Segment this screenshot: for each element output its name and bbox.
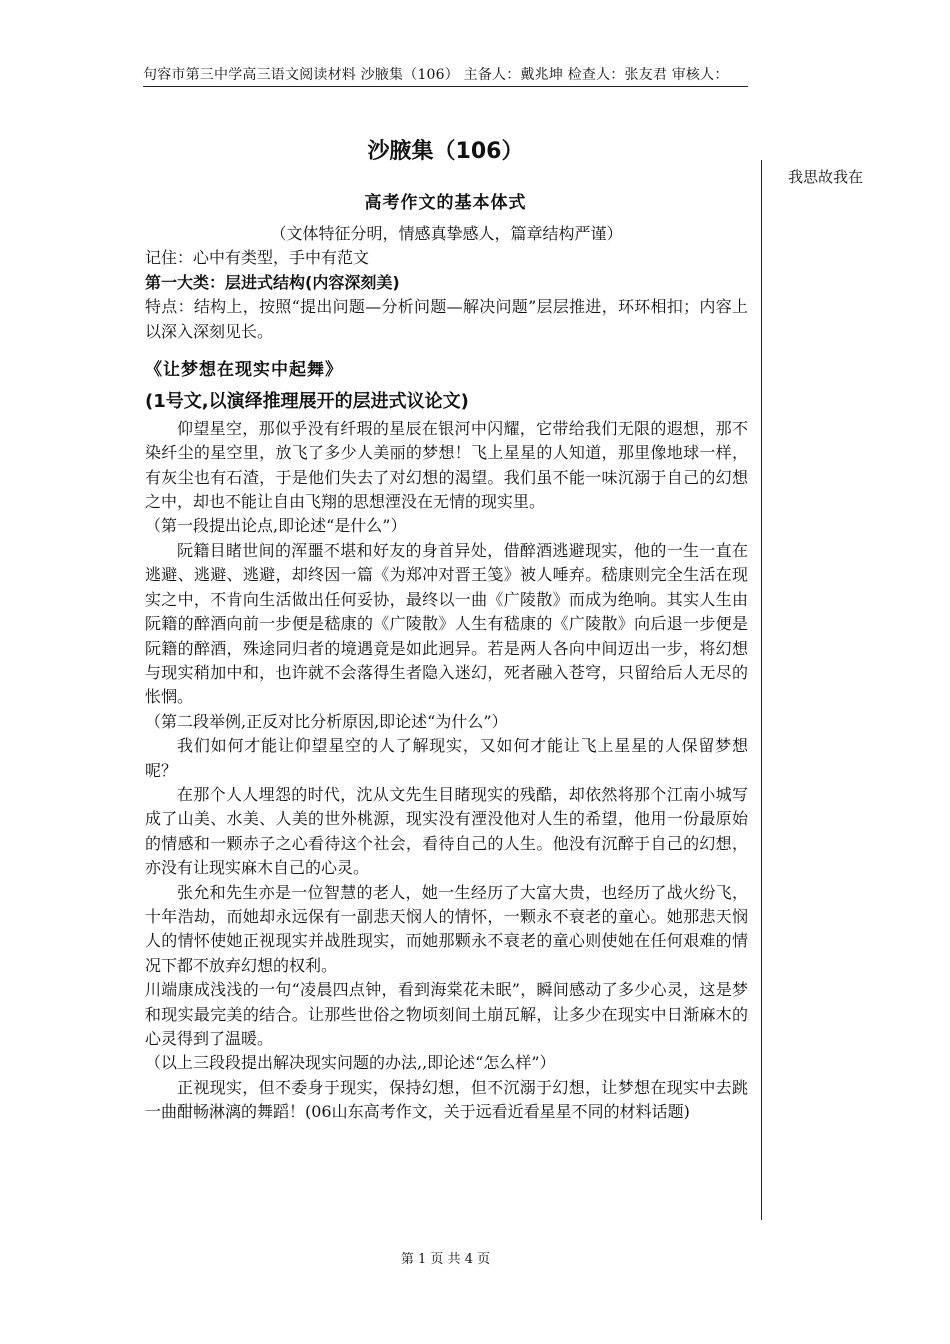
features-text: 特点：结构上，按照“提出问题—分析问题—解决问题”层层推进，环环相扣；内容上以深入深刻见长。 xyxy=(145,297,748,341)
essay-annotation: （第二段举例,正反对比分析原因,即论述“为什么”） xyxy=(145,711,508,731)
essay-title: 《让梦想在现实中起舞》 xyxy=(145,360,343,381)
essay-paragraph: 川端康成浅浅的一句“凌晨四点钟，看到海棠花未眠”，瞬间感动了多少心灵，这是梦和现实最完美的结合。让那些世俗之物顷刻间土崩瓦解，让多少在现实中日渐麻木的心灵得到了温暖。 xyxy=(145,980,748,1048)
remember-line: 记住：心中有类型，手中有范文 xyxy=(145,248,370,268)
essay-subtitle: (1号文,以演绎推理展开的层进式议论文) xyxy=(145,391,469,413)
essay-paragraph: 正视现实，但不委身于现实，保持幻想，但不沉溺于幻想，让梦想在现实中去跳一曲酣畅淋漓的舞蹈！(06山东高考作文，关于远看近看星星不同的材料话题) xyxy=(145,1077,748,1122)
section-subtitle: 高考作文的基本体式 xyxy=(364,193,527,213)
page-footer: 第 1 页 共 4 页 xyxy=(400,1252,491,1267)
essay-paragraph: 阮籍目睹世间的浑噩不堪和好友的身首异处，借醉酒逃避现实，他的一生一直在逃避、逃避、逃避，却终因一篇《为郑冲对晋王笺》被人唾弃。嵇康则完全生活在现实之中，不肯向生活做出任何妥协，最终以一曲《广陵散》而成为绝响。其实人生由阮籍的醉酒向前一步便是嵇康的《广陵散》人生有嵇康的《广陵散》向后退一步便是阮籍的醉酒，殊途同归者的境遇竟是如此迥异。若是两人各向中间迈出一步，将幻想与现实稍加中和，也许就不会落得生者隐入迷幻，死者融入苍穹，只留给后人无尽的怅惘。 xyxy=(145,540,748,707)
essay-annotation: （以上三段段提出解决现实问题的办法,,即论述“怎么样”） xyxy=(145,1053,556,1073)
margin-divider xyxy=(761,160,762,1220)
essay-annotation: （第一段提出论点,即论述“是什么”） xyxy=(145,516,407,536)
page-title: 沙腋集（106） xyxy=(367,139,524,164)
lead-note: （文体特征分明，情感真挚感人，篇章结构严谨） xyxy=(270,224,623,243)
margin-note: 我思故我在 xyxy=(788,168,864,186)
category-heading: 第一大类：层进式结构(内容深刻美) xyxy=(145,272,400,292)
essay-paragraph: 仰望星空，那似乎没有纤瑕的星辰在银河中闪耀，它带给我们无限的遐想，那不染纤尘的星空里，放飞了多少人美丽的梦想！飞上星星的人知道，那里像地球一样，有灰尘也有石渣，于是他们失去了对幻想的渴望。我们虽不能一味沉溺于自己的幻想之中，却也不能让自由飞翔的思想湮没在无情的现实里。 xyxy=(145,418,748,512)
header-divider xyxy=(143,86,748,87)
page-header: 句容市第三中学高三语文阅读材料 沙腋集（106） 主备人：戴兆坤 检查人：张友君 审核人： xyxy=(143,67,729,83)
essay-paragraph: 张允和先生亦是一位智慧的老人，她一生经历了大富大贵，也经历了战火纷飞，十年浩劫，而她却永远保有一副悲天悯人的情怀，一颗永不衰老的童心。她那悲天悯人的情怀使她正视现实并战胜现实，而她那颗永不衰老的童心则使她在任何艰难的情况下都不放弃幻想的权利。 xyxy=(145,882,748,975)
document-body xyxy=(145,222,748,1125)
essay-paragraph: 我们如何才能让仰望星空的人了解现实，又如何才能让飞上星星的人保留梦想呢？ xyxy=(145,736,748,780)
essay-paragraph: 在那个人人埋怨的时代，沈从文先生目睹现实的残酷，却依然将那个江南小城写成了山美、水美、人美的世外桃源，现实没有湮没他对人生的希望，他用一份最原始的情感和一颗赤子之心看待这个社会，看待自己的人生。他没有沉醉于自己的幻想，亦没有让现实麻木自己的心灵。 xyxy=(145,784,748,878)
